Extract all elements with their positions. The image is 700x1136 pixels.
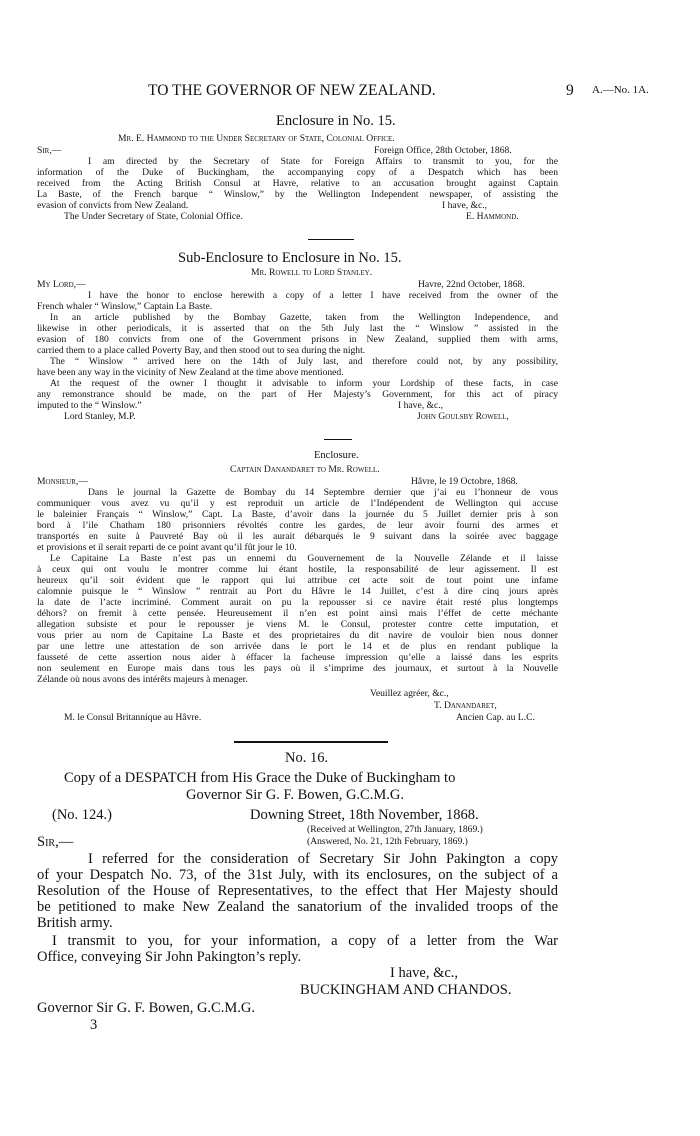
sub-enclosure-body-line: carried them to a place called Poverty Bay, and then stood out to sea during the night. xyxy=(37,345,366,356)
enclosure-body-line: par une lettre une attestation de son arrivée dans le port le 14 et de plus en rendant publique la xyxy=(37,641,558,652)
enclosure-15-body-line: evasion of convicts from New Zealand. xyxy=(37,200,189,211)
enclosure-15-addressee: The Under Secretary of State, Colonial Office. xyxy=(64,211,243,222)
sub-enclosure-salutation: My Lord,— xyxy=(37,279,86,290)
no16-title-line: Copy of a DESPATCH from His Grace the Duke of Buckingham to xyxy=(64,770,456,786)
no16-body-line: I transmit to you, for your information, a copy of a letter from the War xyxy=(52,933,558,949)
no16-place-date: Downing Street, 18th November, 1868. xyxy=(250,807,479,823)
enclosure-body-line: le baleinier Français “ Winslow,” Capt. La Baste, d’avoir dans la journée du 5 Juillet dernier pris à son xyxy=(37,509,558,520)
enclosure-15-body-line: information of the Duke of Buckingham, the accompanying copy of a Despatch which has been xyxy=(37,167,558,178)
sub-enclosure-body-line: have been any way in the vicinity of New Zealand at the time above mentioned. xyxy=(37,367,344,378)
sub-enclosure-body-line: At the request of the owner I thought it advisable to inform your Lordship of these facts, in case xyxy=(50,378,558,389)
enclosure-closing: Veuillez agréer, &c., xyxy=(370,688,449,699)
section-divider xyxy=(308,239,354,240)
enclosure-signature: T. Danandaret, xyxy=(434,700,497,711)
no16-salutation: Sir,— xyxy=(37,834,74,850)
enclosure-heading: Enclosure. xyxy=(314,450,359,461)
no16-body-line: Resolution of the House of Representatives, to the effect that Her Majesty should xyxy=(37,883,558,899)
enclosure-addressee: M. le Consul Britannique au Hâvre. xyxy=(64,712,202,723)
enclosure-body-line: heureux qu’il soit évident que le rapport qui lui attribue cet acte soit de tout point une infame xyxy=(37,575,558,586)
enclosure-body-line: transportés en suite à Pauvreté Bay où il les aurait débarqués le 9 suivant dans la soirée avec baggage xyxy=(37,531,558,542)
enclosure-subheading: Captain Danandaret to Mr. Rowell. xyxy=(230,464,380,475)
enclosure-place-date: Hâvre, le 19 Octobre, 1868. xyxy=(411,476,518,487)
enclosure-body-line: communiquer vous avez vu qu’il y est reproduit un article de l’Indépendent de Wellington qui accuse xyxy=(37,498,558,509)
sub-enclosure-place-date: Havre, 22nd October, 1868. xyxy=(418,279,525,290)
section-divider xyxy=(324,439,352,440)
enclosure-body-line: la date de l’acte incriminé. Comment aurait on pu la repousser si ce navire était resté plus longtemps xyxy=(37,597,558,608)
no16-body-line: of your Despatch No. 73, of the 31st July, with its enclosures, on the subject of a xyxy=(37,867,558,883)
enclosure-body-line: fausseté de cette assertion nous aider à éffacer la facheuse impression qu’elle a laissé dans les esprits xyxy=(37,652,558,663)
no16-body-line: British army. xyxy=(37,915,113,931)
no16-footnote-number: 3 xyxy=(90,1017,98,1033)
enclosure-body-line: allegation subsiste et pour le repousser je viens M. le Consul, protester contre cette imputation, et xyxy=(37,619,558,630)
section-divider xyxy=(234,741,388,743)
page-header-title: TO THE GOVERNOR OF NEW ZEALAND. xyxy=(148,82,436,99)
sub-enclosure-body-line: I have the honor to enclose herewith a copy of a letter I have received from the owner of the xyxy=(88,290,558,301)
enclosure-body-line: bord à l’ile Chatham 180 prisonniers révoltés contre les gardes, de leur avoir fourni des armes et xyxy=(37,520,558,531)
enclosure-body-line: à ceux qui ont voulu le montrer comme lui étant hostile, la responsabilité de leur agissement. Il est xyxy=(37,564,558,575)
sub-enclosure-body-line: imputed to the “ Winslow.” xyxy=(37,400,142,411)
enclosure-signatory-title: Ancien Cap. au L.C. xyxy=(456,712,535,723)
no16-body-line: Office, conveying Sir John Pakington’s reply. xyxy=(37,949,302,965)
sub-enclosure-body-line: The “ Winslow ” arrived here on the 14th of July last, and therefore could not, by any possibility, xyxy=(50,356,558,367)
sub-enclosure-body-line: evasion of 180 convicts from one of the Government prisons in New Zealand, supplied them with arms, xyxy=(37,334,558,345)
sub-enclosure-body-line: any remonstrance should be made, on the part of Her Majesty’s Government, for this act of piracy xyxy=(37,389,558,400)
no16-despatch-number: (No. 124.) xyxy=(52,807,113,823)
enclosure-body-line: Le Capitaine La Baste n’est pas un ennemi du Gouvernement de la Nouvelle Zélande et il laisse xyxy=(50,553,558,564)
enclosure-15-body-line: I am directed by the Secretary of State for Foreign Affairs to transmit to you, for the xyxy=(88,156,558,167)
enclosure-body-line: et provisions et il serait reparti de ce point avant qu’il fût jour le 10. xyxy=(37,542,297,553)
document-reference: A.—No. 1A. xyxy=(592,84,649,96)
enclosure-15-body-line: received from the Acting British Consul at Havre, relative to an accusation brought against Captain xyxy=(37,178,558,189)
no16-answered-note: (Answered, No. 21, 12th February, 1869.) xyxy=(307,836,468,847)
no16-signature: BUCKINGHAM AND CHANDOS. xyxy=(300,982,512,998)
no16-body-line: be petitioned to make New Zealand the sanatorium of the invalided troops of the xyxy=(37,899,558,915)
sub-enclosure-body-line: In an article published by the Bombay Gazette, taken from the Wellington Independence, and xyxy=(50,312,558,323)
sub-enclosure-body-line: French whaler “ Winslow,” Captain La Baste. xyxy=(37,301,213,312)
sub-enclosure-addressee: Lord Stanley, M.P. xyxy=(64,411,136,422)
enclosure-15-salutation: Sir,— xyxy=(37,145,62,156)
enclosure-15-signature: E. Hammond. xyxy=(466,211,519,222)
no16-received-note: (Received at Wellington, 27th January, 1869.) xyxy=(307,824,483,835)
enclosure-body-line: Dans le journal la Gazette de Bombay du 14 Septembre dernier que j’ai eu l’honneur de vous xyxy=(88,487,558,498)
no16-addressee: Governor Sir G. F. Bowen, G.C.M.G. xyxy=(37,1000,255,1016)
enclosure-15-body-line: La Baste, of the French barque “ Winslow,” by the Wellington Independent newspaper, of assisting the xyxy=(37,189,558,200)
enclosure-15-closing: I have, &c., xyxy=(442,200,488,211)
sub-enclosure-signature: John Goulsby Rowell, xyxy=(417,411,509,422)
enclosure-body-line: vous prier au nom de Capitaine La Baste et des proprietaires du dit navire de vouloir bien nous donner xyxy=(37,630,558,641)
enclosure-15-subheading: Mr. E. Hammond to the Under Secretary of State, Colonial Office. xyxy=(118,133,395,144)
no16-heading: No. 16. xyxy=(285,750,329,766)
enclosure-body-line: Zélande où nous avons des intérêts majeurs à menager. xyxy=(37,674,248,685)
no16-title-line: Governor Sir G. F. Bowen, G.C.M.G. xyxy=(186,787,404,803)
no16-closing: I have, &c., xyxy=(390,965,459,981)
sub-enclosure-heading: Sub-Enclosure to Enclosure in No. 15. xyxy=(178,250,402,266)
enclosure-15-place-date: Foreign Office, 28th October, 1868. xyxy=(374,145,512,156)
sub-enclosure-subheading: Mr. Rowell to Lord Stanley. xyxy=(251,267,373,278)
enclosure-body-line: calomnie puisque le “ Winslow ” rentrait au Port du Hâvre le 14 Juillet, c’est à dire cinq jours après xyxy=(37,586,558,597)
enclosure-salutation: Monsieur,— xyxy=(37,476,88,487)
sub-enclosure-closing: I have, &c., xyxy=(398,400,444,411)
enclosure-body-line: déhors? on fremit à cette pensée. Heureusement il n’en est point ainsi mais l’éffet de cette méchante xyxy=(37,608,558,619)
enclosure-body-line: non seulement en Europe mais dans tous les pays où il s’imprime des journaux, et surtout à la Nouvelle xyxy=(37,663,558,674)
page-number: 9 xyxy=(566,82,574,99)
enclosure-15-heading: Enclosure in No. 15. xyxy=(276,113,396,129)
no16-body-line: I referred for the consideration of Secretary Sir John Pakington a copy xyxy=(88,851,558,867)
sub-enclosure-body-line: likewise in other periodicals, it is asserted that on the 5th July last the “ Winslow ” assisted in the xyxy=(37,323,558,334)
